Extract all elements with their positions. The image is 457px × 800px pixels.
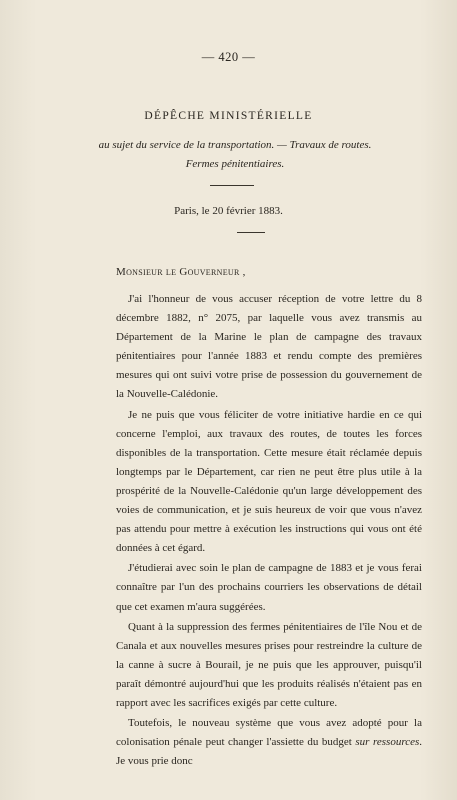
- document-title: DÉPÊCHE MINISTÉRIELLE: [144, 110, 313, 122]
- salutation: Monsieur le Gouverneur ,: [116, 266, 246, 278]
- subtitle-line-2: Fermes pénitentiaires.: [185, 158, 285, 170]
- subtitle-line-1: au sujet du service de la transportation. — Travaux de routes.: [98, 139, 372, 151]
- dateline: Paris, le 20 février 1883.: [174, 205, 283, 217]
- paragraph: J'ai l'honneur de vous accuser réception de votre lettre du 8 décembre 1882, n° 2075, par laquelle vous avez transmis au Département de la Marine le plan de campagne des travaux pénitentiaires pour l'année 1883 et rendu compte des premières mesures qui ont suivi votre prise de possession du gouvernement de la Nouvelle-Calédonie.: [116, 293, 422, 401]
- paragraph-last: [116, 714, 422, 771]
- paragraph-last-end: . Je vous prie donc: [116, 736, 422, 768]
- paragraph: Quant à la suppression des fermes pénitentiaires de l'île Nou et de Canala et aux nouvelles mesures prises pour restreindre la culture de la canne à sucre à Bourail, je ne puis que les approuver, puisqu'il paraît démontré aujourd'hui que les produits réalisés n'étaient pas en rapport avec les sacrifices exigés par cette culture.: [116, 620, 422, 709]
- divider-rule: [210, 185, 254, 186]
- paragraph-last-italic: sur ressources: [355, 736, 420, 749]
- paragraph: J'étudierai avec soin le plan de campagne de 1883 et je vous ferai connaître par l'un des prochains courriers les observations de détail que cet examen m'aura suggérées.: [116, 562, 422, 613]
- letter-body: [116, 290, 422, 771]
- document-subtitle: [60, 136, 410, 174]
- page-number: — 420 —: [201, 50, 256, 64]
- paragraph-last-start: Toutefois, le nouveau système que vous avez adopté pour la colonisation pénale peut changer l'assiette du budget: [116, 717, 422, 749]
- paragraph: Je ne puis que vous féliciter de votre initiative hardie en ce qui concerne l'emploi, aux travaux des routes, de toutes les forces disponibles de la transportation. Cette mesure était réclamée depuis longtemps par le Département, car rien ne peut être plus utile à la prospérité de la Nouvelle-Calédonie qu'un large développement des voies de communication, et je suis heureux de voir que vous n'avez pas attendu pour mettre à exécution les instructions qui vous ont été données à cet égard.: [116, 408, 422, 555]
- divider-rule-short: [237, 232, 265, 233]
